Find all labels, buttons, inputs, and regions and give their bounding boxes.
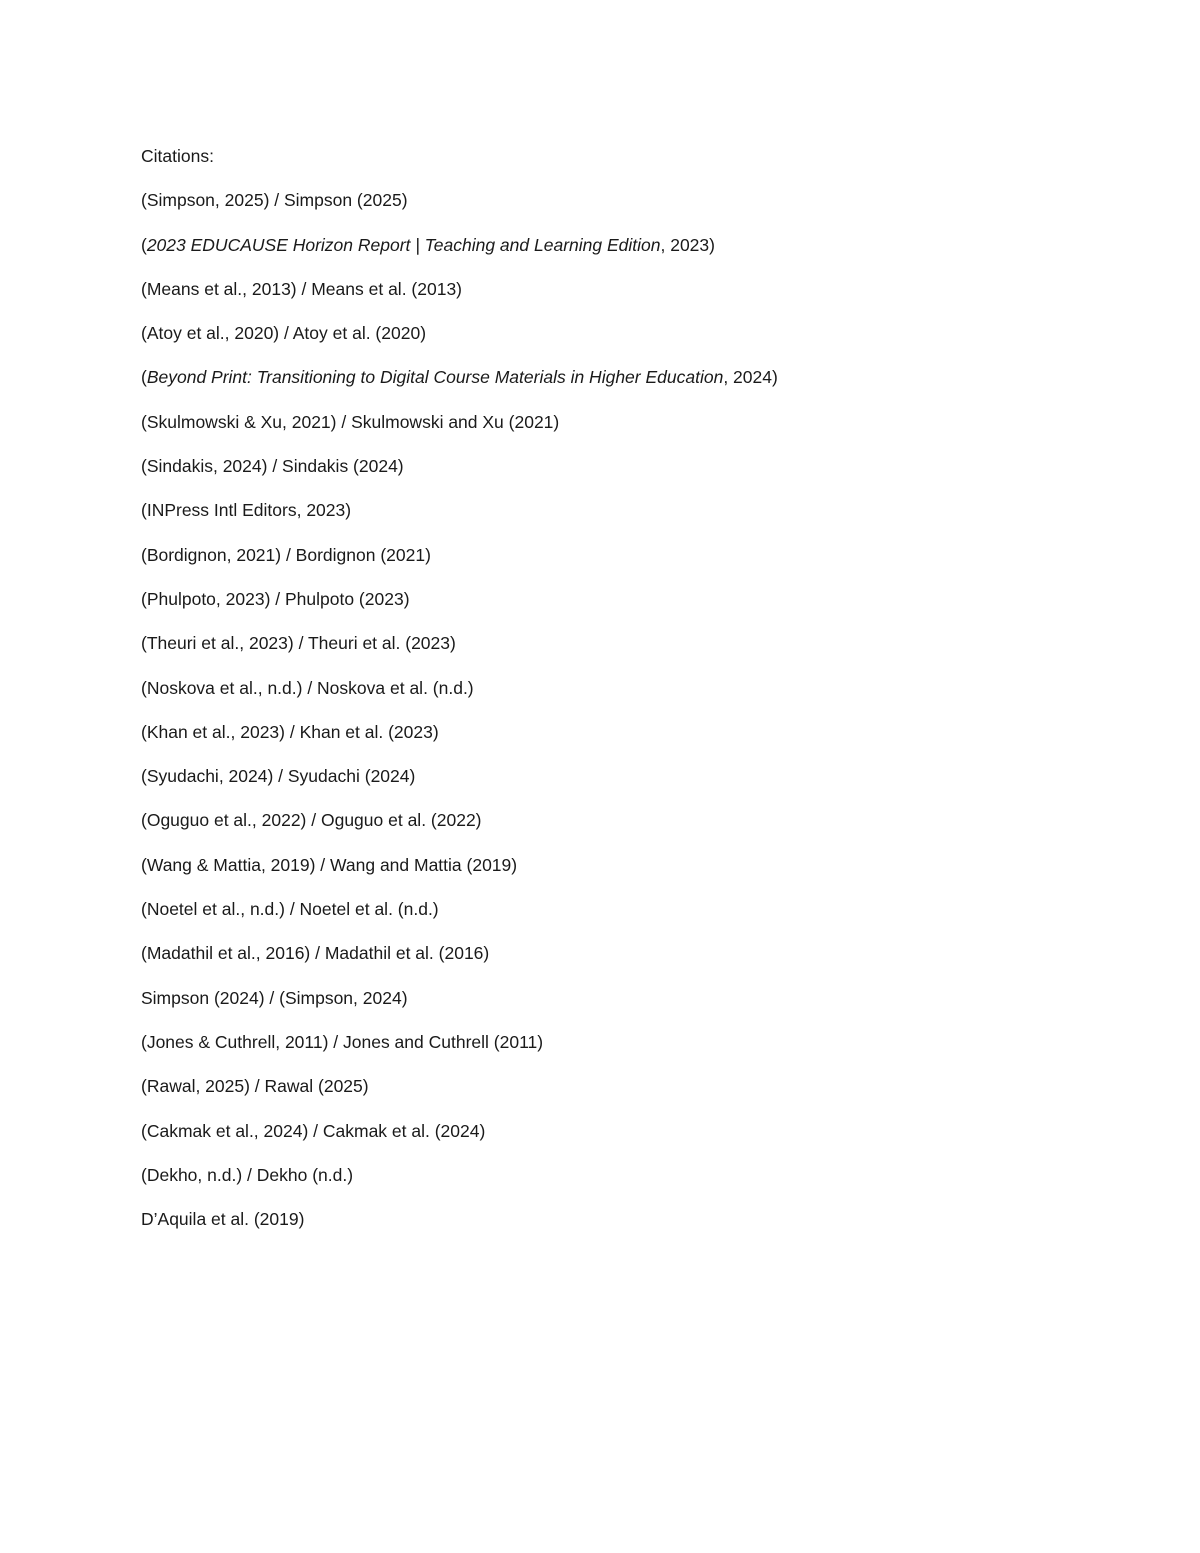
citation-text: (Noetel et al., n.d.) / Noetel et al. (n.d.) — [141, 899, 439, 920]
citation-text: , 2024) — [723, 367, 778, 388]
citation-text: (Rawal, 2025) / Rawal (2025) — [141, 1076, 369, 1097]
document-body — [141, 143, 1141, 1250]
citation-item — [141, 187, 1141, 231]
citation-text: (Khan et al., 2023) / Khan et al. (2023) — [141, 721, 439, 742]
citation-text: ( — [141, 367, 147, 388]
citation-text: Simpson (2024) / (Simpson, 2024) — [141, 987, 408, 1008]
citation-item — [141, 852, 1141, 896]
citation-text: (Syudachi, 2024) / Syudachi (2024) — [141, 766, 416, 787]
citation-title-italic: 2023 EDUCAUSE Horizon Report | Teaching and Learning Edition — [146, 234, 661, 255]
citation-item — [141, 896, 1141, 940]
citation-text: D’Aquila et al. (2019) — [141, 1209, 305, 1230]
citation-item — [141, 985, 1141, 1029]
citation-text: (Phulpoto, 2023) / Phulpoto (2023) — [141, 588, 410, 609]
citation-item — [141, 1118, 1141, 1162]
citation-item — [141, 497, 1141, 541]
citation-text: (Dekho, n.d.) / Dekho (n.d.) — [141, 1164, 354, 1185]
citation-text: (Wang & Mattia, 2019) / Wang and Mattia (2019) — [141, 854, 518, 875]
citation-item — [141, 940, 1141, 984]
citation-text: (Theuri et al., 2023) / Theuri et al. (2023) — [141, 633, 456, 654]
citation-item — [141, 807, 1141, 851]
citation-item — [141, 630, 1141, 674]
citation-item — [141, 1162, 1141, 1206]
citation-text: , 2023) — [660, 234, 715, 255]
citation-item — [141, 542, 1141, 586]
citation-item — [141, 1029, 1141, 1073]
citation-item — [141, 1073, 1141, 1117]
citation-item — [141, 409, 1141, 453]
citation-list — [141, 187, 1141, 1250]
citation-text: (Cakmak et al., 2024) / Cakmak et al. (2024) — [141, 1120, 486, 1141]
citation-title-italic: Beyond Print: Transitioning to Digital Course Materials in Higher Education — [146, 367, 724, 388]
citation-text: (INPress Intl Editors, 2023) — [141, 500, 352, 521]
citation-item — [141, 586, 1141, 630]
citation-text: (Sindakis, 2024) / Sindakis (2024) — [141, 456, 404, 477]
citation-text: (Jones & Cuthrell, 2011) / Jones and Cuthrell (2011) — [141, 1031, 544, 1052]
citation-item — [141, 719, 1141, 763]
citation-text: (Noskova et al., n.d.) / Noskova et al. (n.d.) — [141, 677, 474, 698]
citation-text: ( — [141, 234, 147, 255]
citation-item — [141, 763, 1141, 807]
citation-text: (Atoy et al., 2020) / Atoy et al. (2020) — [141, 323, 427, 344]
citation-item — [141, 453, 1141, 497]
citations-heading: Citations: — [141, 146, 214, 166]
citation-text: (Means et al., 2013) / Means et al. (2013) — [141, 278, 462, 299]
citation-item — [141, 232, 1141, 276]
citation-item — [141, 276, 1141, 320]
citation-text: (Oguguo et al., 2022) / Oguguo et al. (2022) — [141, 810, 482, 831]
citation-text: (Madathil et al., 2016) / Madathil et al. (2016) — [141, 943, 490, 964]
citation-text: (Simpson, 2025) / Simpson (2025) — [141, 190, 408, 211]
citation-item — [141, 1206, 1141, 1250]
citation-item — [141, 364, 1141, 408]
citation-text: (Bordignon, 2021) / Bordignon (2021) — [141, 544, 431, 565]
citation-item — [141, 675, 1141, 719]
citation-text: (Skulmowski & Xu, 2021) / Skulmowski and Xu (2021) — [141, 411, 560, 432]
citation-item — [141, 320, 1141, 364]
